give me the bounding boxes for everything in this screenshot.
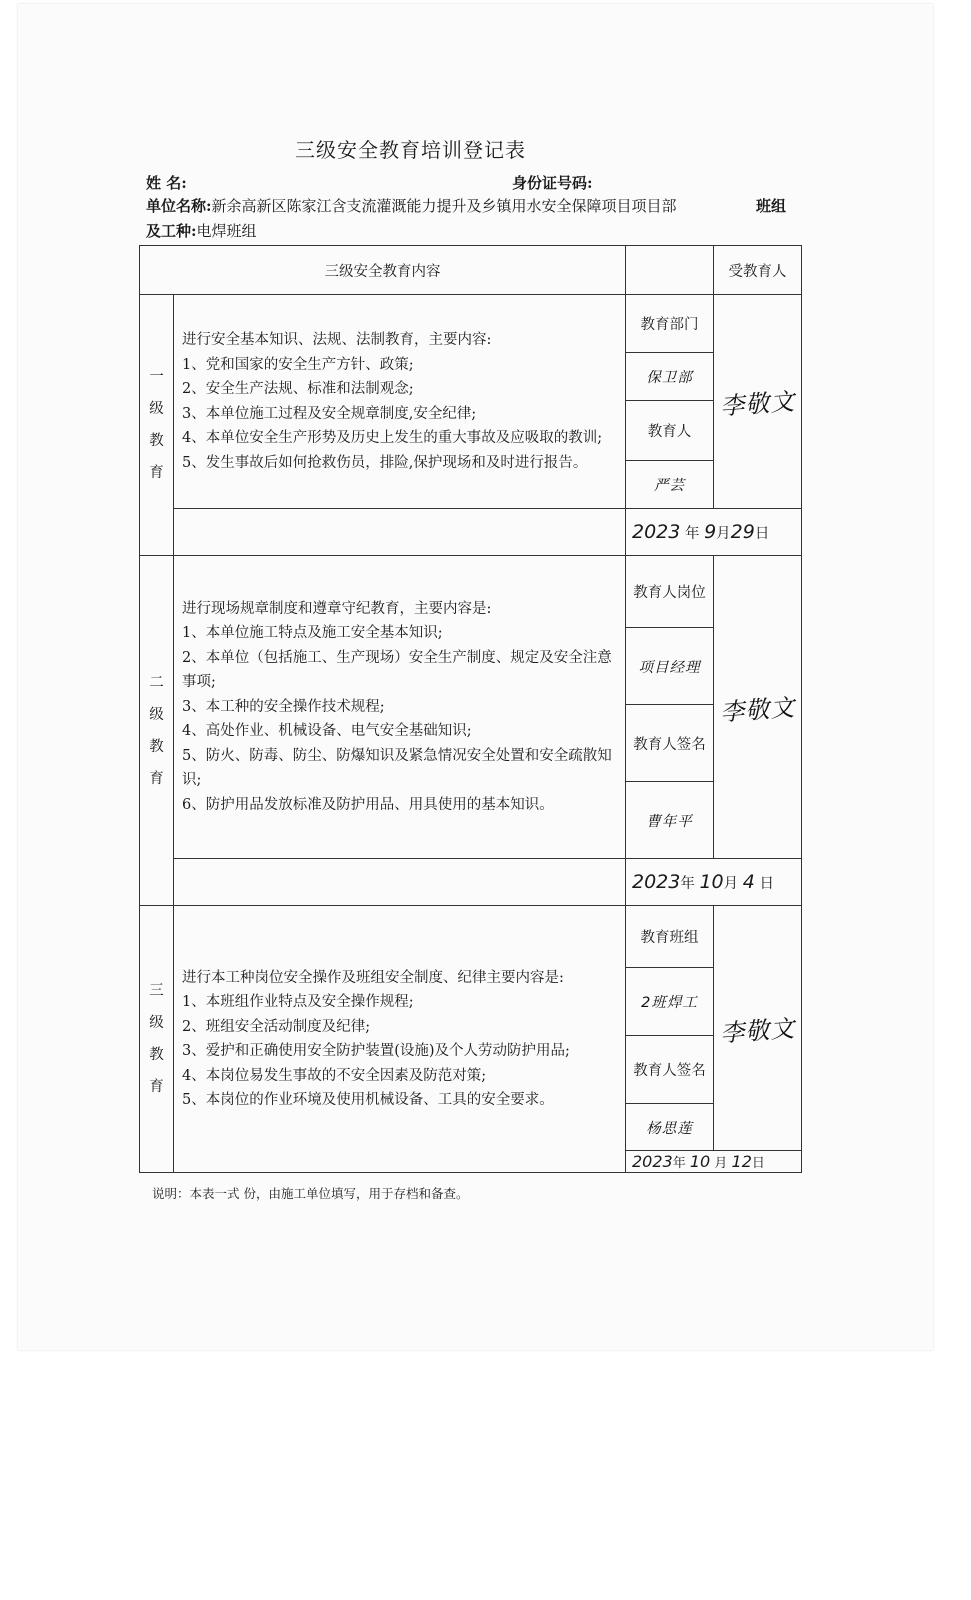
level-3-educator-signature: 杨思莲 (626, 1104, 714, 1151)
level-3-recipient-signature: 李敬文 (714, 906, 802, 1151)
level-1-educator-label: 教育人 (626, 401, 714, 461)
level-1-name: 一 级 教 育 (140, 295, 174, 556)
education-table (139, 245, 802, 1173)
level-1-date: 2023 年 9月29日 (626, 509, 802, 556)
level-3-educator-label: 教育人签名 (626, 1036, 714, 1104)
team-label: 班组 (756, 197, 787, 215)
name-label: 姓 名: (146, 174, 187, 192)
recipient-header: 受教育人 (714, 246, 802, 295)
level-3-content: 进行本工种岗位安全操作及班组安全制度、纪律主要内容是: 1、本班组作业特点及安全操作规程; 2、班组安全活动制度及纪律; 3、爱护和正确使用安全防护装置(设施)及个人劳动防护用品; 4、本岗位易发生事故的不安全因素及防范对策; 5、本岗位的作业环境及使用机械设备、工具的安全要求。 (174, 906, 626, 1173)
form-title: 三级安全教育培训登记表 (295, 138, 526, 162)
level-2-name: 二 级 教 育 (140, 556, 174, 906)
level-2-post-label: 教育人岗位 (626, 556, 714, 628)
unit-value: 新余高新区陈家江含支流灌溉能力提升及乡镇用水安全保障项目项目部 (211, 197, 677, 215)
id-number-label: 身份证号码: (512, 174, 593, 192)
level-3-team-label: 教育班组 (626, 906, 714, 968)
level-1-content: 进行安全基本知识、法规、法制教育，主要内容: 1、党和国家的安全生产方针、政策; 2、安全生产法规、标准和法制观念; 3、本单位施工过程及安全规章制度,安全纪律; 4、本单位安全生产形势及历史上发生的重大事故及应吸取的教训; 5、发生事故后如何抢救伤员，排险,保护现场和及时进行报告。 (174, 295, 626, 509)
level-1-dept-value: 保卫部 (626, 353, 714, 401)
unit-label: 单位名称: (146, 197, 212, 215)
content-header: 三级安全教育内容 (140, 246, 626, 295)
level-3-team-value: 2班焊工 (626, 968, 714, 1036)
level-3-date: 2023年 10 月 12日 (626, 1151, 802, 1173)
level-1-dept-label: 教育部门 (626, 295, 714, 353)
level-2-content: 进行现场规章制度和遵章守纪教育，主要内容是: 1、本单位施工特点及施工安全基本知识; 2、本单位（包括施工、生产现场）安全生产制度、规定及安全注意事项; 3、本工种的安全操作技术规程; 4、高处作业、机械设备、电气安全基础知识; 5、防火、防毒、防尘、防爆知识及紧急情况安全处置和安全疏散知识; 6、防护用品发放标准及防护用品、用具使用的基本知识。 (174, 556, 626, 859)
level-1-recipient-signature: 李敬文 (714, 295, 802, 509)
level-3-name: 三 级 教 育 (140, 906, 174, 1173)
trade-value: 电焊班组 (196, 222, 257, 240)
trade-label: 及工种: (146, 222, 197, 240)
level-2-post-value: 项目经理 (626, 628, 714, 705)
level-1-educator-signature: 严芸 (626, 461, 714, 509)
level-2-educator-label: 教育人签名 (626, 705, 714, 782)
level-2-recipient-signature: 李敬文 (714, 556, 802, 859)
level-2-date: 2023年 10月 4 日 (626, 859, 802, 906)
level-2-educator-signature: 曹年平 (626, 782, 714, 859)
footnote: 说明：本表一式 份，由施工单位填写，用于存档和备查。 (152, 1186, 469, 1201)
